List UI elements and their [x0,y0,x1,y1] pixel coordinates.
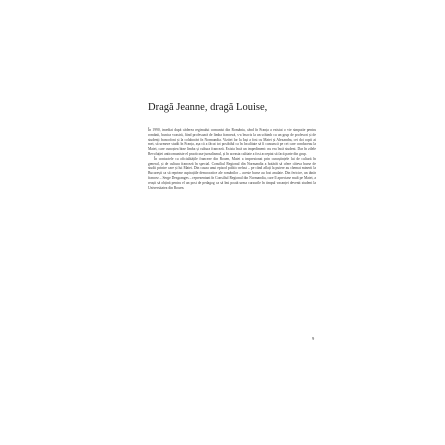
letter-body [148,128,316,190]
letter-salutation-heading: Dragă Jeanne, dragă Louise, [148,102,268,113]
paragraph-1: În 1990, imediat după căderea regimului comunist din România, când în Franța a existat o vie simpatie pentru românii, bunica voastră, fiind profesoară de limba franceză, s-a înscris la un schimb cu un grup de profesori și de studenți francofoni și la colaborări în Normandia. Vizitei lor la Iași a fost cu Matei și Alexandra, cei doi copii ai mei, să urmeze studii în Franța, așa că a făcut tot posibilul ca în localitate să îi cunoască pe cei care conduceau la Matei, care cunoștea bine limba și cultura franceză. Exista încă un impediment: nu era încă student. Dar în zilele Revoluției anticomuniste el practicase jurnalismul, și în aceasta calitate a fost acceptat să facă parte din grup. [148,128,316,156]
page-number: 9 [312,336,315,341]
paragraph-2: În contactele cu oficialitățile franceze din Rouen, Matei a impresionat prin cunoștințele lui de cultură în general, și de cultura franceză în special. Consiliul Regional din Normandia a hotărât să ofere câteva burse de studii printre care și lui Matei. Din cauza unui episod politic nefast – pe când aflați la putere au chemat minerii la București ca să reprime aspirațiile democratice ale românilor – aceste burse au fost anulate. Din fericire, un tânăr francez – Serge Desgranges – reprezentant în Consiliul Regional din Normandia, care îl apreciase mult pe Matei, a reușit să obțină pentru el un post de pedagog ca să îmi poată urma cursurile în timpul vacanței devenit student la Universitatea din Rouen. [148,156,316,190]
